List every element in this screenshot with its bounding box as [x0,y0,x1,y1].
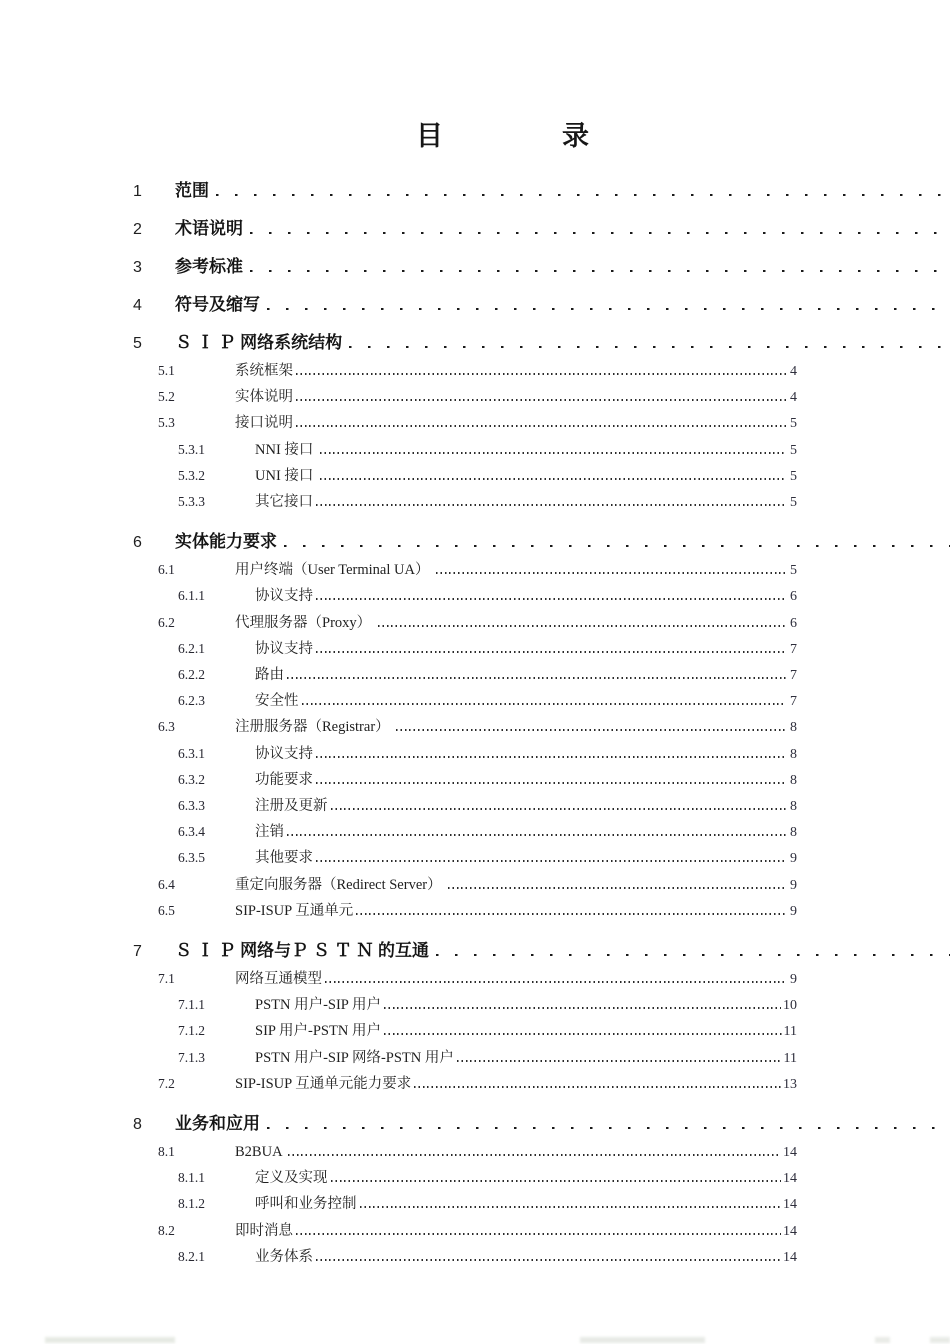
entry-page-number: 9 [790,851,797,867]
entry-number: 6.1.1 [178,588,205,604]
toc-entry-6.3.1[interactable] [130,741,797,767]
entry-label: 重定向服务器（Redirect Server） [235,876,446,893]
dot-leader [296,1233,781,1235]
toc-entry-5.3.1[interactable] [130,437,797,463]
bottom-cut-text-artifact [45,1337,175,1343]
toc-entry-1[interactable] [130,180,950,202]
toc-entry-6.3.5[interactable] [130,845,797,871]
toc-entry-6.2.3[interactable] [130,688,797,714]
entry-number: 3 [133,259,142,276]
toc-entry-5.3.3[interactable] [130,489,797,515]
entry-page-number: 8 [790,720,797,736]
dot-leader [267,1127,950,1130]
dot-leader [302,703,787,705]
entry-number: 7.2 [158,1075,175,1091]
toc-entry-6.2.1[interactable] [130,636,797,662]
entry-number: 5.2 [158,389,175,405]
dot-leader [384,1007,781,1009]
entry-page-number: 8 [790,825,797,841]
dot-leader [320,478,786,480]
entry-page-number: 14 [783,1197,797,1213]
entry-label: 系统框架 [235,363,293,379]
toc-entry-3[interactable] [130,256,950,278]
entry-page-number: 4 [790,364,797,379]
entry-page-number: 14 [783,1223,797,1239]
entry-number: 7.1 [158,971,175,987]
dot-leader [316,756,786,758]
entry-number: 6.2.1 [178,640,205,656]
dot-leader [296,373,786,375]
entry-page-number: 11 [783,1024,797,1040]
entry-page-number: 11 [783,1050,797,1066]
entry-number: 1 [133,183,142,200]
entry-number: 5 [133,335,142,352]
title-gap [444,120,562,153]
dot-leader [288,1154,781,1156]
entry-number: 6.3.2 [178,771,205,787]
toc-entry-6.2.2[interactable] [130,662,797,688]
entry-number: 6.5 [158,902,175,918]
entry-number: 8.2 [158,1222,175,1238]
entry-page-number: 6 [790,615,797,631]
entry-page-number: 9 [790,877,797,893]
entry-label: 注销 [255,824,284,841]
dot-leader [316,504,786,506]
entry-number: 7.1.1 [178,997,205,1013]
entry-label: 网络互通模型 [235,971,322,988]
entry-label: PSTN 用户-SIP 用户 [255,997,381,1014]
entry-label: SIP-ISUP 互通单元 [235,902,354,919]
toc-entry-6.3.2[interactable] [130,767,797,793]
toc-entry-6.1.1[interactable] [130,583,797,609]
entry-page-number: 10 [783,998,797,1014]
table-of-contents [130,180,950,1270]
entry-number: 6.3.1 [178,745,205,761]
entry-label: 注册及更新 [255,798,328,815]
entry-page-number: 5 [790,416,797,432]
entry-label: PSTN 用户-SIP 网络-PSTN 用户 [255,1049,454,1066]
dot-leader [360,1206,782,1208]
entry-page-number: 9 [790,903,797,919]
toc-entry-8[interactable] [130,1113,950,1135]
dot-leader [414,1086,781,1088]
entry-number: 7.1.3 [178,1049,205,1065]
entry-page-number: 6 [790,589,797,605]
entry-page-number: 7 [790,641,797,657]
entry-label: 功能要求 [255,771,313,788]
toc-entry-8.2.1[interactable] [130,1244,797,1270]
title-char-right: 录 [562,121,590,151]
dot-leader [284,545,950,548]
entry-number: 6 [133,534,142,552]
toc-entry-7.1.1[interactable] [130,992,797,1018]
entry-page-number: 5 [790,468,797,484]
toc-entry-4[interactable] [130,294,950,316]
entry-label: NNI 接口 [255,441,318,458]
entry-number: 6.2.2 [178,667,205,683]
entry-number: 6.4 [158,876,175,892]
toc-entry-8.1[interactable] [130,1139,797,1165]
entry-number: 6.2.3 [178,693,205,709]
entry-label: 业务和应用 [175,1114,260,1134]
dot-leader [396,729,786,731]
bottom-cut-text-artifact [580,1337,705,1343]
dot-leader [436,954,950,957]
entry-label: 符号及缩写 [175,295,260,314]
entry-label: 实体能力要求 [175,532,277,552]
entry-page-number: 8 [790,799,797,815]
toc-entry-5.1[interactable] [130,358,797,384]
entry-page-number: 7 [790,694,797,710]
entry-number: 6.1 [158,562,175,578]
title-char-left: 目 [416,121,444,151]
entry-number: 5.3.1 [178,441,205,457]
dot-leader [287,834,786,836]
toc-entry-8.1.2[interactable] [130,1191,797,1217]
bottom-cut-text-artifact [875,1337,890,1343]
entry-label: 术语说明 [175,219,243,238]
dot-leader [384,1033,782,1035]
toc-entry-7.1[interactable] [130,966,797,992]
dot-leader [296,399,786,401]
entry-number: 8 [133,1116,142,1134]
entry-label: SIP-ISUP 互通单元能力要求 [235,1075,412,1092]
toc-entry-6.3.4[interactable] [130,819,797,845]
entry-label: 其他要求 [255,850,313,867]
entry-number: 6.3.3 [178,798,205,814]
entry-label: 即时消息 [235,1222,293,1239]
dot-leader [331,1180,782,1182]
toc-entry-6.3.3[interactable] [130,793,797,819]
entry-page-number: 5 [790,495,797,511]
toc-entry-5[interactable] [130,332,950,354]
toc-page-title [0,120,950,153]
toc-entry-7.2[interactable] [130,1071,797,1097]
entry-label: UNI 接口 [255,467,318,484]
dot-leader [316,782,786,784]
entry-number: 6.2 [158,614,175,630]
toc-entry-6.3[interactable] [130,714,797,740]
entry-label: 实体说明 [235,389,293,406]
entry-label: SIP 用户-PSTN 用户 [255,1023,381,1040]
entry-label: 协议支持 [255,745,313,762]
entry-number: 6.3 [158,719,175,735]
entry-label: 注册服务器（Registrar） [235,719,394,736]
entry-page-number: 13 [783,1076,797,1092]
dot-leader [267,308,950,311]
dot-leader [378,625,786,627]
entry-page-number: 9 [790,972,797,988]
bottom-cut-text-artifact [930,1337,950,1343]
dot-leader [325,981,786,983]
dot-leader [316,1259,781,1261]
entry-label: 其它接口 [255,494,313,511]
entry-page-number: 5 [790,442,797,458]
entry-number: 8.1 [158,1144,175,1160]
toc-entry-8.2[interactable] [130,1218,797,1244]
toc-entry-6.4[interactable] [130,872,797,898]
entry-label: 安全性 [255,693,299,710]
toc-entry-5.3.2[interactable] [130,463,797,489]
toc-entry-2[interactable] [130,218,950,240]
entry-number: 6.3.5 [178,850,205,866]
entry-page-number: 5 [790,563,797,579]
entry-number: 5.3 [158,415,175,431]
dot-leader [316,651,786,653]
entry-label: 接口说明 [235,415,293,432]
dot-leader [250,270,950,273]
entry-page-number: 8 [790,772,797,788]
entry-page-number: 14 [783,1171,797,1187]
entry-number: 8.1.1 [178,1170,205,1186]
entry-label: Ｓ Ｉ Ｐ 网络与Ｐ Ｓ Ｔ Ｎ 的互通 [175,941,430,961]
entry-page-number: 8 [790,746,797,762]
dot-leader [316,860,786,862]
dot-leader [316,598,786,600]
dot-leader [296,425,786,427]
dot-leader [216,194,950,197]
dot-leader [287,677,786,679]
entry-number: 8.1.2 [178,1196,205,1212]
entry-label: 业务体系 [255,1248,313,1265]
toc-entry-8.1.1[interactable] [130,1165,797,1191]
entry-number: 2 [133,221,142,238]
toc-entry-7.1.3[interactable] [130,1045,797,1071]
toc-entry-6.1[interactable] [130,557,797,583]
toc-entry-5.2[interactable] [130,384,797,410]
entry-number: 8.2.1 [178,1248,205,1264]
entry-label: 用户终端（User Terminal UA） [235,562,434,579]
entry-label: 呼叫和业务控制 [255,1196,357,1213]
entry-label: 代理服务器（Proxy） [235,614,375,631]
entry-label: 协议支持 [255,640,313,657]
entry-number: 4 [133,297,142,314]
dot-leader [331,808,787,810]
entry-label: Ｓ Ｉ Ｐ 网络系统结构 [175,333,343,352]
toc-entry-7[interactable] [130,940,950,962]
dot-leader [448,887,786,889]
toc-entry-6.2[interactable] [130,610,797,636]
entry-number: 5.3.2 [178,467,205,483]
dot-leader [356,913,786,915]
toc-entry-6[interactable] [130,531,950,553]
entry-page-number: 7 [790,668,797,684]
dot-leader [250,232,950,235]
entry-page-number: 14 [783,1145,797,1161]
entry-page-number: 14 [783,1249,797,1265]
entry-label: 定义及实现 [255,1170,328,1187]
entry-label: 参考标准 [175,257,243,276]
entry-label: 范围 [175,181,209,200]
dot-leader [349,346,950,349]
entry-page-number: 4 [790,390,797,406]
entry-number: 7.1.2 [178,1023,205,1039]
entry-number: 5.3.3 [178,494,205,510]
dot-leader [457,1060,782,1062]
dot-leader [436,572,786,574]
toc-entry-6.5[interactable] [130,898,797,924]
entry-label: 协议支持 [255,588,313,605]
entry-number: 7 [133,943,142,961]
toc-entry-7.1.2[interactable] [130,1018,797,1044]
entry-number: 5.1 [158,363,175,378]
dot-leader [320,452,786,454]
entry-number: 6.3.4 [178,824,205,840]
entry-label: 路由 [255,667,284,684]
entry-label: B2BUA [235,1144,286,1161]
toc-entry-5.3[interactable] [130,410,797,436]
